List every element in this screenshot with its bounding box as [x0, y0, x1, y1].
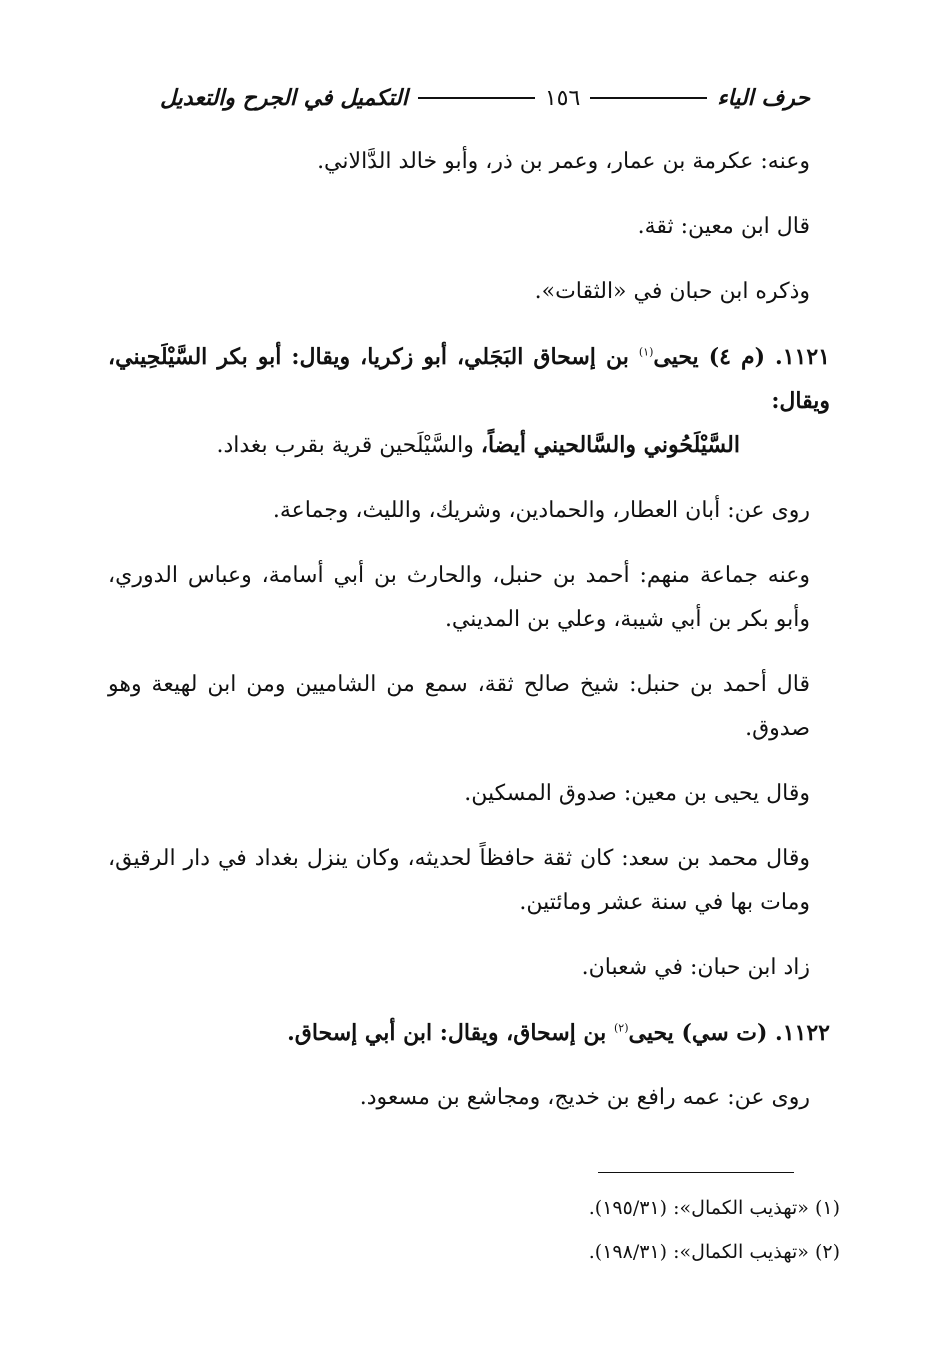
- entry-1122: [108, 1011, 830, 1055]
- footnote-mark: (١): [638, 345, 654, 359]
- paragraph: وذكره ابن حبان في «الثقات».: [534, 279, 810, 304]
- footnotes: [400, 1186, 840, 1274]
- header-rule-right: [418, 97, 535, 99]
- paragraph: وقال يحيى بن معين: صدوق المسكين.: [464, 781, 810, 806]
- entry-line2-normal: والسَّيْلَحين قرية بقرب بغداد.: [216, 433, 481, 458]
- book-title: التكميل في الجرح والتعديل: [160, 85, 408, 111]
- paragraph: وعنه: عكرمة بن عمار، وعمر بن ذر، وأبو خالد الدَّالاني.: [317, 149, 810, 174]
- running-header: [160, 76, 810, 120]
- page-number: ١٥٦: [544, 85, 581, 111]
- entry-rest: بن إسحاق البَجَلي، أبو زكريا، ويقال: أبو بكر السَّيْلَحِيني، ويقال:: [108, 344, 830, 414]
- page-body: [108, 140, 830, 1141]
- entry-rest: بن إسحاق، ويقال: ابن أبي إسحاق.: [287, 1020, 614, 1046]
- paragraph: قال ابن معين: ثقة.: [637, 214, 810, 239]
- entry-line2-bold: السَّيْلَحُوني والسَّالحيني أيضاً،: [480, 432, 740, 458]
- entry-head: ١١٢١. (م ٤) يحيى: [653, 344, 830, 370]
- header-rule-left: [590, 97, 707, 99]
- paragraph: روى عن: أبان العطار، والحمادين، وشريك، والليث، وجماعة.: [272, 498, 810, 523]
- paragraph: وعنه جماعة منهم: أحمد بن حنبل، والحارث بن أبي أسامة، وعباس الدوري، وأبو بكر بن أبي شيبة، وعلي بن المديني.: [108, 563, 810, 632]
- paragraph: وقال محمد بن سعد: كان ثقة حافظاً لحديثه، وكان ينزل بغداد في دار الرقيق، ومات بها في سنة عشر ومائتين.: [108, 846, 811, 915]
- paragraph: زاد ابن حبان: في شعبان.: [581, 955, 810, 980]
- entry-continuation: [108, 423, 830, 468]
- section-title: حرف الياء: [717, 85, 811, 111]
- entry-1121: [108, 335, 830, 468]
- entry-head: ١١٢٢. (ت سي) يحيى: [628, 1020, 830, 1046]
- footnote: (١) «تهذيب الكمال»: (١٩٥/٣١).: [588, 1197, 840, 1219]
- footnote-separator: [598, 1172, 794, 1173]
- paragraph: روى عن: عمه رافع بن خديج، ومجاشع بن مسعود.: [359, 1085, 810, 1110]
- footnote-mark: (٢): [613, 1021, 629, 1035]
- footnote: (٢) «تهذيب الكمال»: (١٩٨/٣١).: [588, 1241, 840, 1263]
- paragraph: قال أحمد بن حنبل: شيخ صالح ثقة، سمع من الشاميين ومن ابن لهيعة وهو صدوق.: [108, 672, 810, 741]
